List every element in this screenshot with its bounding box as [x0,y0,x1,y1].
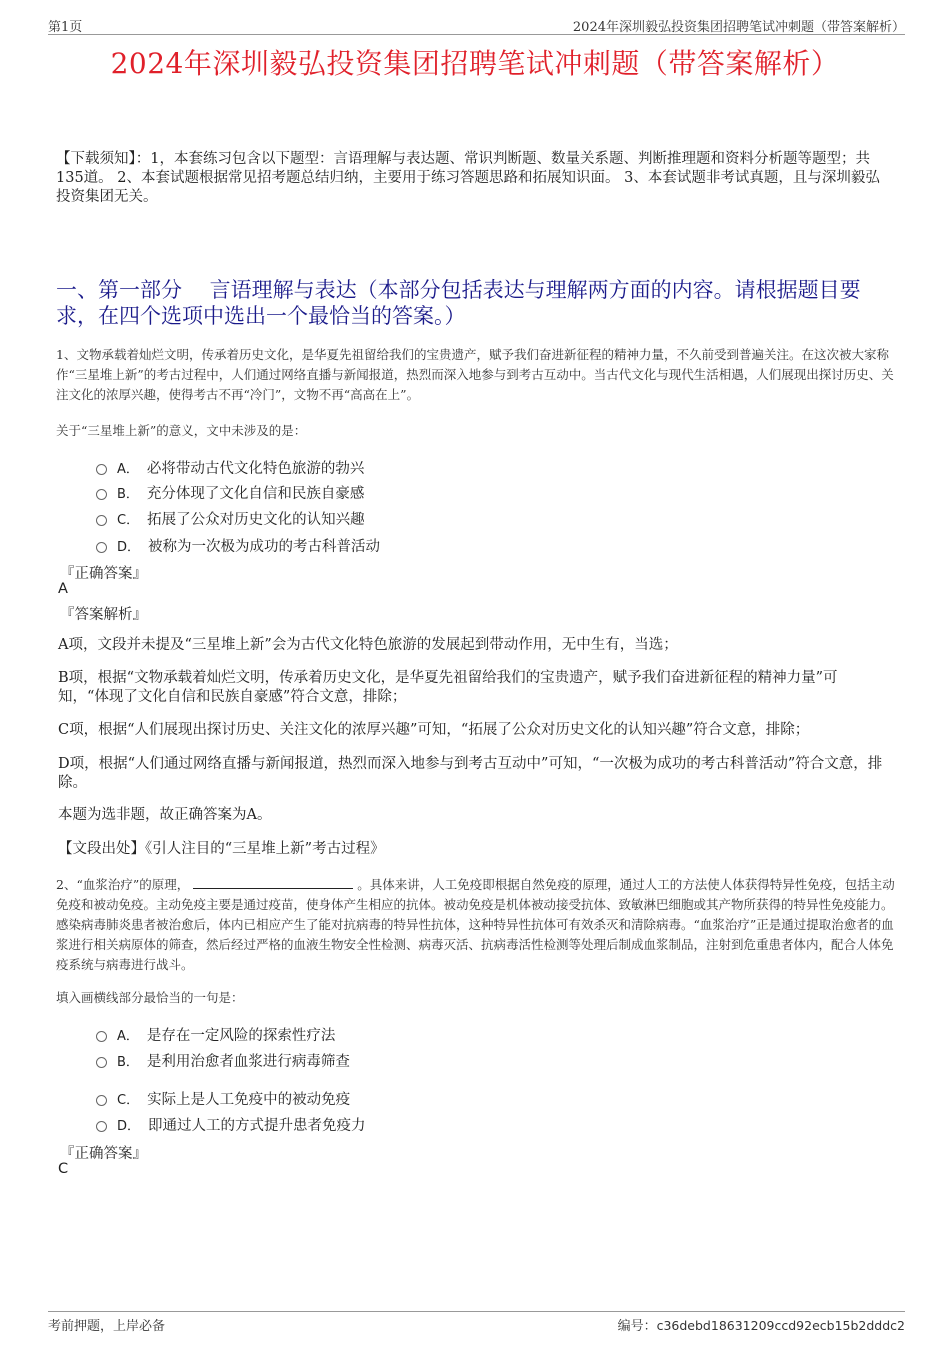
option-text: 是存在一定风险的探索性疗法 [146,1028,336,1044]
page-footer [48,1311,905,1334]
q2-answer-label: 『正确答案』 [60,1146,147,1162]
q1-option-c[interactable] [96,508,365,529]
footer-code [618,1315,905,1334]
q1-analysis-d: D项，根据“人们通过网络直播与新闻报道，热烈而深入地参与到考古互动中”可知，“一次极为成功的考古科普活动”符合文意，排除。 [58,756,883,791]
q1-analysis-label: 『答案解析』 [60,607,147,623]
page-number: 第1页 [48,20,83,35]
q1-stem: 关于“三星堆上新”的意义，文中未涉及的是： [56,423,307,438]
option-text: 必将带动古代文化特色旅游的勃兴 [146,461,365,477]
q1-conclusion: 本题为选非题，故正确答案为A。 [58,807,272,823]
q2-stem: 填入画横线部分最恰当的一句是： [56,990,244,1005]
footer-code-label: 编号： [617,1319,657,1334]
option-letter: C． [117,513,140,528]
option-text: 实际上是人工免疫中的被动免疫 [147,1092,351,1108]
q2-passage-rest: 。具体来讲，人工免疫即根据自然免疫的原理，通过人工的方法使人体获得特异性免疫，包括主动免疫和被动免疫。主动免疫主要是通过疫苗，使身体产生相应的抗体。被动免疫是机体被动接受抗体、致敏淋巴细胞或其产物所获得的特异性免疫能力。感染病毒肺炎患者被治愈后，体内已相应产生了能对抗病毒的特异性抗体，这种特异性抗体可有效杀灭和清除病毒。“血浆治疗”正是通过提取治愈者的血浆进行相关病原体的筛查，然后经过严格的血液生物安全性检测、病毒灭活、抗病毒活性检测等处理后制成血浆制品，注射到危重患者体内，配合人体免疫系统与病毒进行战斗。 [56,877,895,972]
q2-answer: C [58,1161,69,1177]
option-text: 拓展了公众对历史文化的认知兴趣 [147,512,365,528]
page-header [48,14,905,35]
radio-icon[interactable] [96,464,107,475]
q1-option-b[interactable] [96,482,364,503]
q2-option-d[interactable] [96,1114,366,1135]
q2-passage-start: 2、“血浆治疗”的原理， [56,877,190,892]
radio-icon[interactable] [96,515,107,526]
q1-answer-label: 『正确答案』 [60,566,147,582]
footer-code-value: c36debd18631209ccd92ecb15b2dddc2 [656,1318,905,1333]
q1-source: 【文段出处】《引人注目的“三星堆上新”考古过程》 [58,841,385,857]
q1-analysis-b: B项，根据“文物承载着灿烂文明，传承着历史文化，是华夏先祖留给我们的宝贵遗产，赋予我们奋进新征程的精神力量”可知，“体现了文化自信和民族自豪感”符合文意，排除； [58,670,838,705]
q1-answer: A [58,581,68,597]
option-letter: D． [117,540,141,555]
option-text: 是利用治愈者血浆进行病毒筛查 [146,1054,350,1070]
q1-option-d[interactable] [96,535,380,556]
q2-option-a[interactable] [96,1024,335,1045]
section-heading: 一、第一部分 言语理解与表达（本部分包括表达与理解两方面的内容。请根据题目要求，在四个选项中选出一个最恰当的答案。） [56,278,861,328]
option-letter: B． [117,487,139,502]
download-notice: 【下载须知】：1，本套练习包含以下题型：言语理解与表达题、常识判断题、数量关系题、判断推理题和资料分析题等题型；共135道。 2、本套试题根据常见招考题总结归纳，主要用于练习答题思路和拓展知识面。 3、本套试题非考试真题，且与深圳毅弘投资集团无关。 [56,151,880,205]
q1-passage: 1、文物承载着灿烂文明，传承着历史文化，是华夏先祖留给我们的宝贵遗产，赋予我们奋进新征程的精神力量，不久前受到普遍关注。在这次被大家称作“三星堆上新”的考古过程中，人们通过网络直播与新闻报道，热烈而深入地参与到考古互动中。当古代文化与现代生活相遇，人们展现出探讨历史、关注文化的浓厚兴趣，使得考古不再“冷门”，文物不再“高高在上”。 [56,347,894,402]
radio-icon[interactable] [96,1057,107,1068]
option-letter: A． [117,1029,139,1044]
q1-analysis-c: C项，根据“人们展现出探讨历史、关注文化的浓厚兴趣”可知，“拓展了公众对历史文化的认知兴趣”符合文意，排除； [58,722,810,738]
radio-icon[interactable] [96,1095,107,1106]
q2-option-b[interactable] [96,1050,350,1071]
option-letter: A． [117,462,139,477]
page-title: 2024年深圳毅弘投资集团招聘笔试冲刺题（带答案解析） [110,47,840,80]
option-letter: C． [117,1093,140,1108]
radio-icon[interactable] [96,1121,107,1132]
q2-passage [56,875,896,975]
radio-icon[interactable] [96,489,107,500]
option-letter: B． [117,1055,139,1070]
footer-slogan: 考前押题，上岸必备 [48,1319,166,1334]
radio-icon[interactable] [96,1031,107,1042]
option-letter: D． [117,1119,141,1134]
radio-icon[interactable] [96,542,107,553]
fill-blank [193,876,353,889]
q2-option-c[interactable] [96,1088,350,1109]
option-text: 充分体现了文化自信和民族自豪感 [146,486,365,502]
header-doc-title: 2024年深圳毅弘投资集团招聘笔试冲刺题（带答案解析） [572,20,905,35]
option-text: 即通过人工的方式提升患者免疫力 [148,1118,366,1134]
q1-analysis-a: A项，文段并未提及“三星堆上新”会为古代文化特色旅游的发展起到带动作用，无中生有，当选； [58,637,678,653]
option-text: 被称为一次极为成功的考古科普活动 [148,539,381,555]
q1-option-a[interactable] [96,457,364,478]
